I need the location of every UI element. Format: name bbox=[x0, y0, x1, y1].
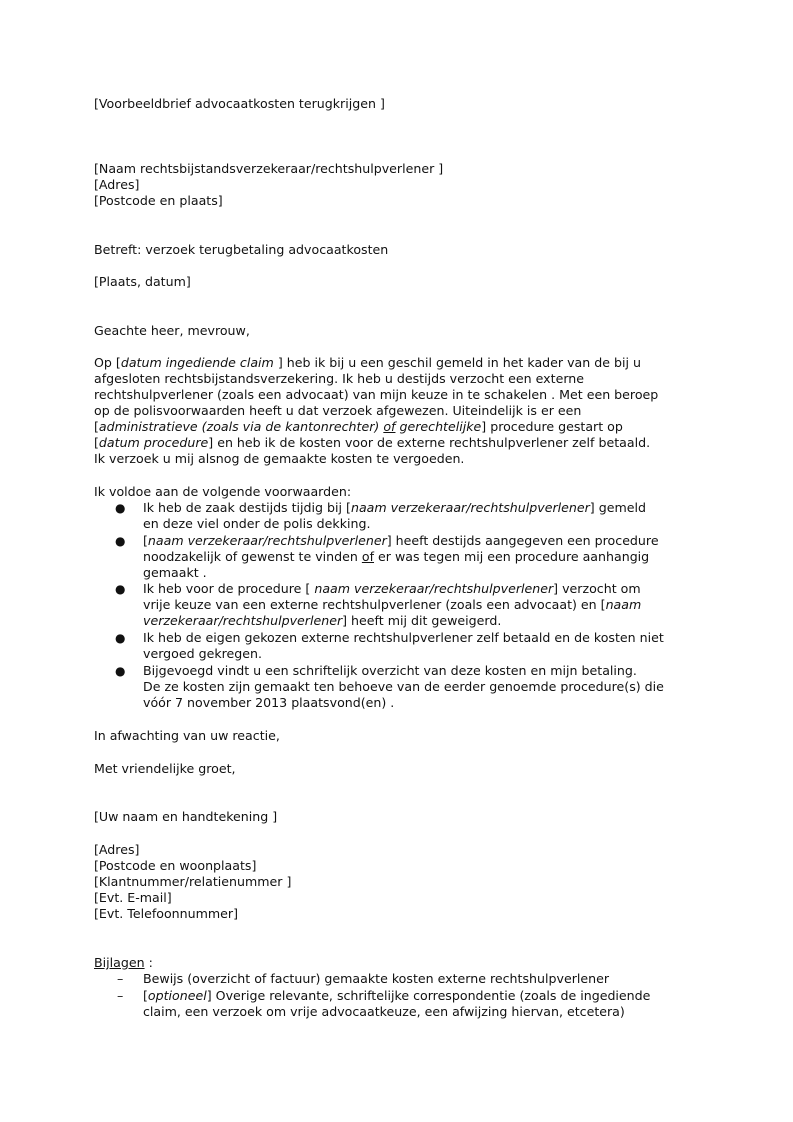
intro-line-4: op de polisvoorwaarden heeft u dat verzoek afgewezen. Uiteindelijk is er een bbox=[94, 403, 582, 418]
recipient-postcode: [Postcode en plaats] bbox=[94, 193, 223, 208]
condition-1-line-2: en deze viel onder de polis dekking. bbox=[143, 516, 371, 531]
intro-line-6: [datum procedure] en heb ik de kosten voor de externe rechtshulpverlener zelf betaald. bbox=[94, 435, 651, 450]
sender-email: [Evt. E-mail] bbox=[94, 890, 172, 905]
dash-icon: – bbox=[117, 971, 124, 986]
intro-line-7: Ik verzoek u mij alsnog de gemaakte kosten te vergoeden. bbox=[94, 451, 465, 466]
dash-icon: – bbox=[117, 988, 124, 1003]
closing-line-1: In afwachting van uw reactie, bbox=[94, 728, 280, 743]
bullet-icon: ● bbox=[115, 664, 126, 678]
attachment-2-line-2: claim, een verzoek om vrije advocaatkeuze, een afwijzing hiervan, etcetera) bbox=[143, 1004, 625, 1019]
salutation: Geachte heer, mevrouw, bbox=[94, 323, 250, 338]
condition-3-line-3: verzekeraar/rechtshulpverlener] heeft mij dit geweigerd. bbox=[143, 613, 502, 628]
condition-5-line-1: Bijgevoegd vindt u een schriftelijk overzicht van deze kosten en mijn betaling. bbox=[143, 663, 637, 678]
sender-address: [Adres] bbox=[94, 842, 140, 857]
intro-line-2: afgesloten rechtsbijstandsverzekering. Ik heb u destijds verzocht een externe bbox=[94, 371, 585, 386]
intro-line-3: rechtshulpverlener (zoals een advocaat) van mijn keuze in te schakelen . Met een beroep bbox=[94, 387, 659, 402]
sender-client-number: [Klantnummer/relatienummer ] bbox=[94, 874, 292, 889]
condition-3-line-2: vrije keuze van een externe rechtshulpverlener (zoals een advocaat) en [naam bbox=[143, 597, 642, 612]
intro-line-5: [administratieve (zoals via de kantonrechter) of gerechtelijke] procedure gestart op bbox=[94, 419, 623, 434]
place-date: [Plaats, datum] bbox=[94, 274, 191, 289]
condition-2-line-2: noodzakelijk of gewenst te vinden of er was tegen mij een procedure aanhangig bbox=[143, 549, 650, 564]
recipient-name: [Naam rechtsbijstandsverzekeraar/rechtshulpverlener ] bbox=[94, 161, 444, 176]
condition-5-line-3: vóór 7 november 2013 plaatsvond(en) . bbox=[143, 695, 395, 710]
bullet-icon: ● bbox=[115, 631, 126, 645]
attachment-1: Bewijs (overzicht of factuur) gemaakte kosten externe rechtshulpverlener bbox=[143, 971, 610, 986]
condition-2-line-3: gemaakt . bbox=[143, 565, 207, 580]
condition-1-line-1: Ik heb de zaak destijds tijdig bij [naam verzekeraar/rechtshulpverlener] gemeld bbox=[143, 500, 646, 515]
letter-heading: [Voorbeeldbrief advocaatkosten terugkrijgen ] bbox=[94, 96, 385, 111]
sender-phone: [Evt. Telefoonnummer] bbox=[94, 906, 238, 921]
sender-name: [Uw naam en handtekening ] bbox=[94, 809, 278, 824]
bullet-icon: ● bbox=[115, 501, 126, 515]
closing-line-2: Met vriendelijke groet, bbox=[94, 761, 236, 776]
subject-line: Betreft: verzoek terugbetaling advocaatkosten bbox=[94, 242, 389, 257]
condition-4-line-2: vergoed gekregen. bbox=[143, 646, 263, 661]
conditions-intro: Ik voldoe aan de volgende voorwaarden: bbox=[94, 484, 352, 499]
attachment-2-line-1: [optioneel] Overige relevante, schriftelijke correspondentie (zoals de ingediende bbox=[143, 988, 651, 1003]
recipient-address: [Adres] bbox=[94, 177, 140, 192]
bullet-icon: ● bbox=[115, 582, 126, 596]
attachments-heading: Bijlagen : bbox=[94, 955, 153, 970]
bullet-icon: ● bbox=[115, 534, 126, 548]
condition-4-line-1: Ik heb de eigen gekozen externe rechtshulpverlener zelf betaald en de kosten niet bbox=[143, 630, 664, 645]
intro-line-1: Op [datum ingediende claim ] heb ik bij u een geschil gemeld in het kader van de bij u bbox=[94, 355, 641, 370]
sender-postcode: [Postcode en woonplaats] bbox=[94, 858, 257, 873]
condition-2-line-1: [naam verzekeraar/rechtshulpverlener] heeft destijds aangegeven een procedure bbox=[143, 533, 659, 548]
condition-5-line-2: De ze kosten zijn gemaakt ten behoeve van de eerder genoemde procedure(s) die bbox=[143, 679, 664, 694]
condition-3-line-1: Ik heb voor de procedure [ naam verzekeraar/rechtshulpverlener] verzocht om bbox=[143, 581, 641, 596]
